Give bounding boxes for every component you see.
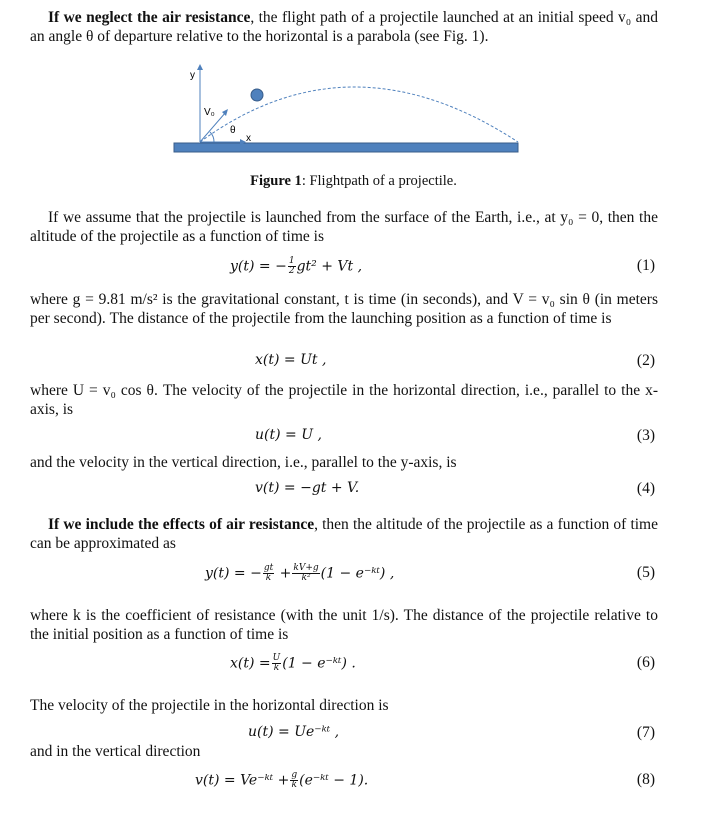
intro-paragraph	[30, 8, 658, 46]
eq5-plus: +	[279, 565, 292, 582]
eq6-lhs: x(t) =	[230, 655, 271, 672]
caption-bold: Figure 1	[250, 173, 302, 189]
eq4-formula: v(t) = −gt + V.	[255, 480, 360, 496]
equation-5	[0, 564, 707, 588]
paragraph-vertical-direction: and in the vertical direction	[30, 743, 201, 760]
eq7-formula: u(t) = Ue⁻ᵏᵗ ,	[248, 724, 340, 740]
eq1-lhs: y(t) = −	[230, 258, 287, 275]
eq2-formula: x(t) = Ut ,	[255, 352, 327, 368]
paragraph-gravity: where g = 9.81 m/s² is the gravitational constant, t is time (in seconds), and V = v₀ sin θ (in meters per second). The distance of the projectile from the launching position as a function of time is	[30, 291, 658, 327]
eq1-frac-bot: 2	[288, 266, 295, 276]
air-rest: , then the altitude of the projectile as a function of time can be approximated as	[30, 516, 658, 552]
paragraph-coefficient: where k is the coefficient of resistance (with the unit 1/s). The distance of the projectile relative to the initial position as a function of time is	[30, 607, 658, 643]
eq7-number: (7)	[636, 724, 655, 741]
eq8-f-top: g	[291, 770, 298, 780]
equation-6	[0, 654, 707, 678]
y-axis-arrow-icon	[197, 64, 203, 70]
projectile-figure	[170, 62, 522, 156]
eq8-lhs: v(t) = Ve⁻ᵏᵗ +	[195, 772, 290, 789]
paragraph-vertical: and the velocity in the vertical direction, i.e., parallel to the y-axis, is	[30, 454, 457, 471]
eq5-f1-bot: k	[265, 573, 272, 583]
eq2-number: (2)	[636, 352, 655, 369]
eq5-f2-top: kV+g	[293, 563, 319, 573]
eq6-f-bot: k	[273, 663, 280, 673]
eq5-rhs: (1 − e⁻ᵏᵗ) ,	[320, 565, 395, 582]
projectile-ball	[251, 89, 263, 101]
paragraph-air-resistance	[30, 515, 658, 553]
equation-8	[0, 771, 707, 795]
eq6-rhs: (1 − e⁻ᵏᵗ) .	[282, 655, 356, 672]
theta-label: θ	[230, 125, 236, 136]
paragraph-horizontal: where U = v₀ cos θ. The velocity of the projectile in the horizontal direction, i.e., parallel to the x-axis, is	[30, 382, 658, 418]
eq5-number: (5)	[636, 564, 655, 581]
eq3-formula: u(t) = U ,	[255, 427, 322, 443]
eq1-rhs: gt² + Vt ,	[296, 258, 363, 275]
intro-rest: , the flight path of a projectile launched at an initial speed v₀ and an angle θ of departure relative to the horizontal is a parabola (see Fig. 1).	[30, 9, 658, 45]
x-label: x	[246, 133, 251, 144]
eq1-number: (1)	[636, 257, 655, 274]
equation-3	[0, 427, 707, 451]
eq8-f-bot: k	[291, 780, 297, 790]
eq8-rhs: (e⁻ᵏᵗ − 1).	[299, 772, 369, 789]
paragraph-horizontal-velocity: The velocity of the projectile in the horizontal direction is	[30, 697, 389, 714]
eq5-f1-top: gt	[263, 563, 274, 573]
equation-2	[0, 352, 707, 376]
paragraph-launch: If we assume that the projectile is launched from the surface of the Earth, i.e., at y₀ = 0, then the altitude of the projectile as a function of time is	[30, 209, 658, 245]
equation-4	[0, 480, 707, 504]
eq6-number: (6)	[636, 654, 655, 671]
ground-bar	[174, 143, 518, 152]
eq5-lhs: y(t) = −	[205, 565, 262, 582]
air-bold: If we include the effects of air resistance	[48, 516, 315, 533]
y-label: y	[190, 70, 195, 81]
eq4-number: (4)	[636, 480, 655, 497]
figure-caption	[0, 173, 707, 190]
caption-rest: : Flightpath of a projectile.	[301, 173, 457, 189]
equation-1	[0, 257, 707, 281]
eq3-number: (3)	[636, 427, 655, 444]
eq5-f2-bot: k²	[301, 573, 311, 583]
eq6-f-top: U	[272, 653, 281, 663]
v0-label: V₀	[204, 107, 215, 118]
intro-bold: If we neglect the air resistance	[48, 9, 251, 26]
eq8-number: (8)	[636, 771, 655, 788]
angle-arc	[210, 132, 214, 142]
eq1-frac-top: 1	[288, 256, 295, 266]
